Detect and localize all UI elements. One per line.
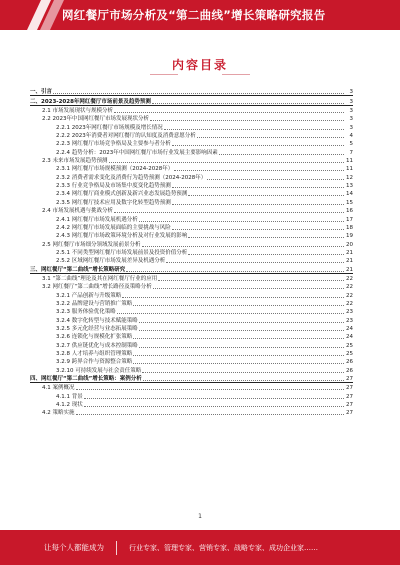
toc-entry[interactable] — [30, 164, 353, 172]
divider — [150, 74, 178, 75]
toc-entry-text: 3.2.7 供应链优化与成本控制策略 — [56, 342, 138, 349]
toc-entry[interactable] — [30, 114, 353, 122]
toc-entry-text: 3.2.1 产品创新与升级策略 — [56, 292, 122, 299]
toc-leader-dots — [166, 262, 344, 263]
toc-entry[interactable] — [30, 307, 353, 315]
toc-entry-page: 27 — [346, 385, 353, 392]
toc-entry-text: 3.1 “第二曲线”理论及其在网红餐厅行业的应用 — [42, 275, 158, 282]
toc-entry-page: 22 — [346, 284, 353, 291]
toc-leader-dots — [133, 363, 344, 364]
toc-entry-page: 11 — [346, 166, 353, 173]
toc-entry[interactable] — [30, 383, 353, 391]
toc-entry-text: 2.3.1 网红餐厅市场规模预测（2024-2028年） — [56, 166, 174, 173]
toc-leader-dots — [197, 137, 344, 138]
footer-slogan: 让每个人都能成为 — [44, 543, 104, 552]
toc-entry[interactable] — [30, 223, 353, 231]
toc-entry[interactable] — [30, 206, 353, 214]
toc-leader-dots — [84, 398, 344, 399]
toc-leader-dots — [172, 204, 344, 205]
toc-entry-page: 20 — [346, 241, 353, 248]
toc-leader-dots — [84, 406, 344, 407]
toc-entry[interactable] — [30, 290, 353, 298]
toc-entry-text: 2.3 未来市场发展趋势预测 — [42, 158, 108, 165]
toc-leader-dots — [143, 380, 344, 381]
toc-leader-dots — [158, 280, 344, 281]
toc-entry-page: 22 — [346, 300, 353, 307]
toc-leader-dots — [122, 297, 344, 298]
toc-leader-dots — [133, 338, 344, 339]
toc-entry[interactable] — [30, 147, 353, 155]
toc-entry-page: 18 — [346, 224, 353, 231]
toc-leader-dots — [150, 120, 344, 121]
toc-entry-page: 23 — [346, 309, 353, 316]
toc-entry-text: 2.3.2 消费者需求变化及消费行为趋势预测（2024-2028年） — [56, 174, 207, 181]
toc-entry-page: 26 — [346, 359, 353, 366]
toc-entry-page: 22 — [346, 275, 353, 282]
toc-leader-dots — [172, 229, 344, 230]
toc-entry-text: 3.2.6 连锁化与规模化扩张策略 — [56, 334, 133, 341]
toc-entry-text: 2.4.1 网红餐厅市场发展机遇分析 — [56, 216, 138, 223]
toc-leader-dots — [207, 179, 344, 180]
toc-entry[interactable] — [30, 139, 353, 147]
toc-entry-text: 2.2.2 2023年消费者对网红餐厅的认知度及消费意愿分析 — [56, 133, 196, 140]
toc-entry[interactable] — [30, 264, 353, 273]
toc-entry-text: 2.5.2 区域网红餐厅市场发展差异及机遇分析 — [56, 258, 166, 265]
toc-entry-page: 27 — [346, 376, 353, 383]
toc-leader-dots — [114, 212, 344, 213]
toc-leader-dots — [174, 170, 344, 171]
toc-leader-dots — [142, 372, 344, 373]
toc-leader-dots — [188, 195, 344, 196]
toc-entry-page: 27 — [346, 393, 353, 400]
toc-entry-page: 7 — [349, 149, 353, 156]
toc-entry-page: 14 — [346, 191, 353, 198]
toc-entry[interactable] — [30, 197, 353, 205]
toc-entry-page: 15 — [346, 199, 353, 206]
toc-entry-text: 2.5.1 不同类型网红餐厅市场发展前景及投资价值分析 — [56, 249, 188, 256]
toc-entry-page: 16 — [346, 208, 353, 215]
toc-entry[interactable] — [30, 248, 353, 256]
toc-entry-text: 4.2 策略实施 — [42, 410, 75, 417]
toc-leader-dots — [76, 414, 345, 415]
report-title: 网红餐厅市场分析及“第二曲线”增长策略研究报告 — [62, 8, 326, 22]
toc-entry-page: 27 — [346, 402, 353, 409]
toc-entry-page: 22 — [346, 292, 353, 299]
toc-entry-text: 3.2 网红餐厅“第二曲线”增长路径及策略分析 — [42, 284, 152, 291]
toc-leader-dots — [139, 322, 344, 323]
toc-leader-dots — [53, 93, 344, 94]
toc-entry-page: 11 — [346, 158, 353, 165]
toc-heading: 内容目录 — [171, 58, 228, 72]
toc-entry-text: 3.2.9 跨界合作与资源整合策略 — [56, 359, 133, 366]
toc-entry-text: 2.4.3 网红餐厅市场政策环境分析及对行业发展的影响 — [56, 233, 188, 240]
toc-leader-dots — [164, 129, 344, 130]
toc-entry[interactable] — [30, 324, 353, 332]
toc-entry-page: 21 — [346, 266, 353, 273]
toc-entry-text: 一、引言 — [30, 89, 53, 96]
toc-entry-page: 23 — [346, 317, 353, 324]
toc-entry[interactable] — [30, 357, 353, 365]
toc-entry[interactable] — [30, 408, 353, 416]
toc-entry-page: 3 — [349, 116, 353, 123]
toc-entry-text: 3.2.8 人才培养与组织管理策略 — [56, 351, 133, 357]
toc-entry[interactable] — [30, 189, 353, 197]
toc-entry[interactable] — [30, 231, 353, 239]
toc-entry-page: 24 — [346, 325, 353, 332]
toc-leader-dots — [152, 103, 344, 104]
toc-entry-text: 3.2.4 数字化转型与技术赋能策略 — [56, 317, 138, 324]
toc-leader-dots — [139, 221, 344, 222]
toc-leader-dots — [188, 254, 344, 255]
toc-entry[interactable] — [30, 340, 353, 348]
toc-entry[interactable] — [30, 131, 353, 139]
toc-entry[interactable] — [30, 400, 353, 408]
toc-entry-text: 2.2.1 2023年网红餐厅市场规模及增长情况 — [56, 124, 163, 131]
toc-entry-page: 21 — [346, 249, 353, 256]
toc-entry[interactable] — [30, 374, 353, 383]
toc-entry-text: 二、2023-2028年网红餐厅市场前景及趋势预测 — [30, 98, 151, 105]
toc-entry[interactable] — [30, 87, 353, 96]
toc-entry-page: 3 — [349, 89, 353, 96]
toc-leader-dots — [139, 347, 344, 348]
toc-leader-dots — [172, 187, 344, 188]
toc-entry-text: 4.1.2 现状 — [56, 402, 83, 409]
footer-tagline: 行业专家、管理专家、营销专家、战略专家、成功企业家…… — [129, 543, 318, 552]
toc-entry-page: 17 — [346, 216, 353, 223]
page-number: 1 — [198, 513, 202, 520]
toc-entry-page: 27 — [346, 410, 353, 417]
table-of-contents — [30, 87, 353, 416]
toc-entry-text: 2.2.4 趋势分析：2023年中国网红餐厅市场行业发展主要影响因素 — [56, 149, 218, 156]
report-footer — [0, 530, 400, 565]
toc-leader-dots — [133, 305, 344, 306]
footer-divider — [116, 541, 117, 555]
toc-entry-text: 4.1.1 背景 — [56, 393, 83, 400]
toc-entry[interactable] — [30, 365, 353, 373]
toc-leader-dots — [133, 355, 344, 356]
toc-entry-page: 26 — [346, 367, 353, 374]
toc-entry[interactable] — [30, 349, 353, 357]
toc-entry-text: 2.2.3 网红餐厅市场竞争格局及主要参与者分析 — [56, 141, 171, 148]
toc-leader-dots — [109, 162, 345, 163]
toc-entry[interactable] — [30, 315, 353, 323]
toc-entry[interactable] — [30, 239, 353, 247]
toc-entry-text: 3.2.2 品牌建设与营销推广策略 — [56, 300, 133, 307]
report-header — [0, 0, 400, 30]
toc-entry-text: 3.2.3 服务体验优化策略 — [56, 309, 116, 316]
toc-leader-dots — [172, 145, 344, 146]
toc-entry[interactable] — [30, 274, 353, 282]
toc-entry-text: 3.2.10 可持续发展与社会责任策略 — [56, 367, 142, 374]
toc-entry[interactable] — [30, 214, 353, 222]
toc-entry-text: 2.2 2023年中国网红餐厅市场发展现状分析 — [42, 116, 149, 123]
toc-entry-page: 25 — [346, 342, 353, 349]
toc-entry-text: 3.2.5 多元化经营与业态拓展策略 — [56, 325, 138, 332]
toc-entry-text: 四、网红餐厅“第二曲线”增长策略：案例分析 — [30, 376, 142, 383]
toc-entry-text: 2.3.5 网红餐厅技术应用及数字化转型趋势预测 — [56, 199, 171, 206]
toc-entry-text: 2.1 市场发展现状与规模分析 — [42, 108, 113, 115]
toc-entry-text: 2.5 网红餐厅市场细分领域发展前景分析 — [42, 241, 141, 248]
toc-entry-page: 25 — [346, 351, 353, 357]
toc-entry-text: 2.4 市场发展机遇与挑战分析 — [42, 208, 113, 215]
toc-entry[interactable] — [30, 282, 353, 290]
toc-entry-page: 21 — [346, 258, 353, 265]
toc-leader-dots — [126, 271, 344, 272]
toc-entry[interactable] — [30, 122, 353, 130]
toc-entry-page: 4 — [349, 133, 353, 140]
toc-leader-dots — [153, 288, 344, 289]
toc-entry[interactable] — [30, 106, 353, 114]
toc-leader-dots — [76, 389, 345, 390]
toc-entry-page: 19 — [346, 233, 353, 240]
toc-entry-text: 2.3.3 行业竞争格局及市场集中度变化趋势预测 — [56, 183, 171, 190]
divider — [222, 74, 250, 75]
toc-leader-dots — [142, 246, 345, 247]
toc-entry[interactable] — [30, 181, 353, 189]
toc-leader-dots — [117, 313, 344, 314]
toc-entry-text: 三、网红餐厅“第二曲线”增长策略研究 — [30, 266, 126, 273]
toc-entry[interactable] — [30, 256, 353, 264]
toc-entry[interactable] — [30, 332, 353, 340]
toc-entry-page: 3 — [349, 98, 353, 105]
toc-entry[interactable] — [30, 172, 353, 180]
toc-entry-page: 3 — [349, 124, 353, 131]
toc-entry-page: 3 — [349, 108, 353, 115]
toc-entry[interactable] — [30, 299, 353, 307]
toc-entry[interactable] — [30, 156, 353, 164]
toc-entry[interactable] — [30, 391, 353, 399]
toc-entry-page: 5 — [349, 141, 353, 148]
toc-leader-dots — [139, 330, 344, 331]
toc-entry-page: 24 — [346, 334, 353, 341]
toc-entry-text: 2.3.4 网红餐厅商业模式创新及新兴业态发展趋势预测 — [56, 191, 188, 198]
toc-entry-page: 13 — [346, 183, 353, 190]
toc-entry[interactable] — [30, 96, 353, 105]
toc-leader-dots — [114, 112, 344, 113]
toc-entry-text: 4.1 案例概况 — [42, 385, 75, 392]
toc-entry-page: 12 — [346, 174, 353, 181]
toc-leader-dots — [188, 237, 344, 238]
toc-leader-dots — [219, 154, 344, 155]
toc-entry-text: 2.4.2 网红餐厅市场发展面临的主要挑战与风险 — [56, 224, 171, 231]
